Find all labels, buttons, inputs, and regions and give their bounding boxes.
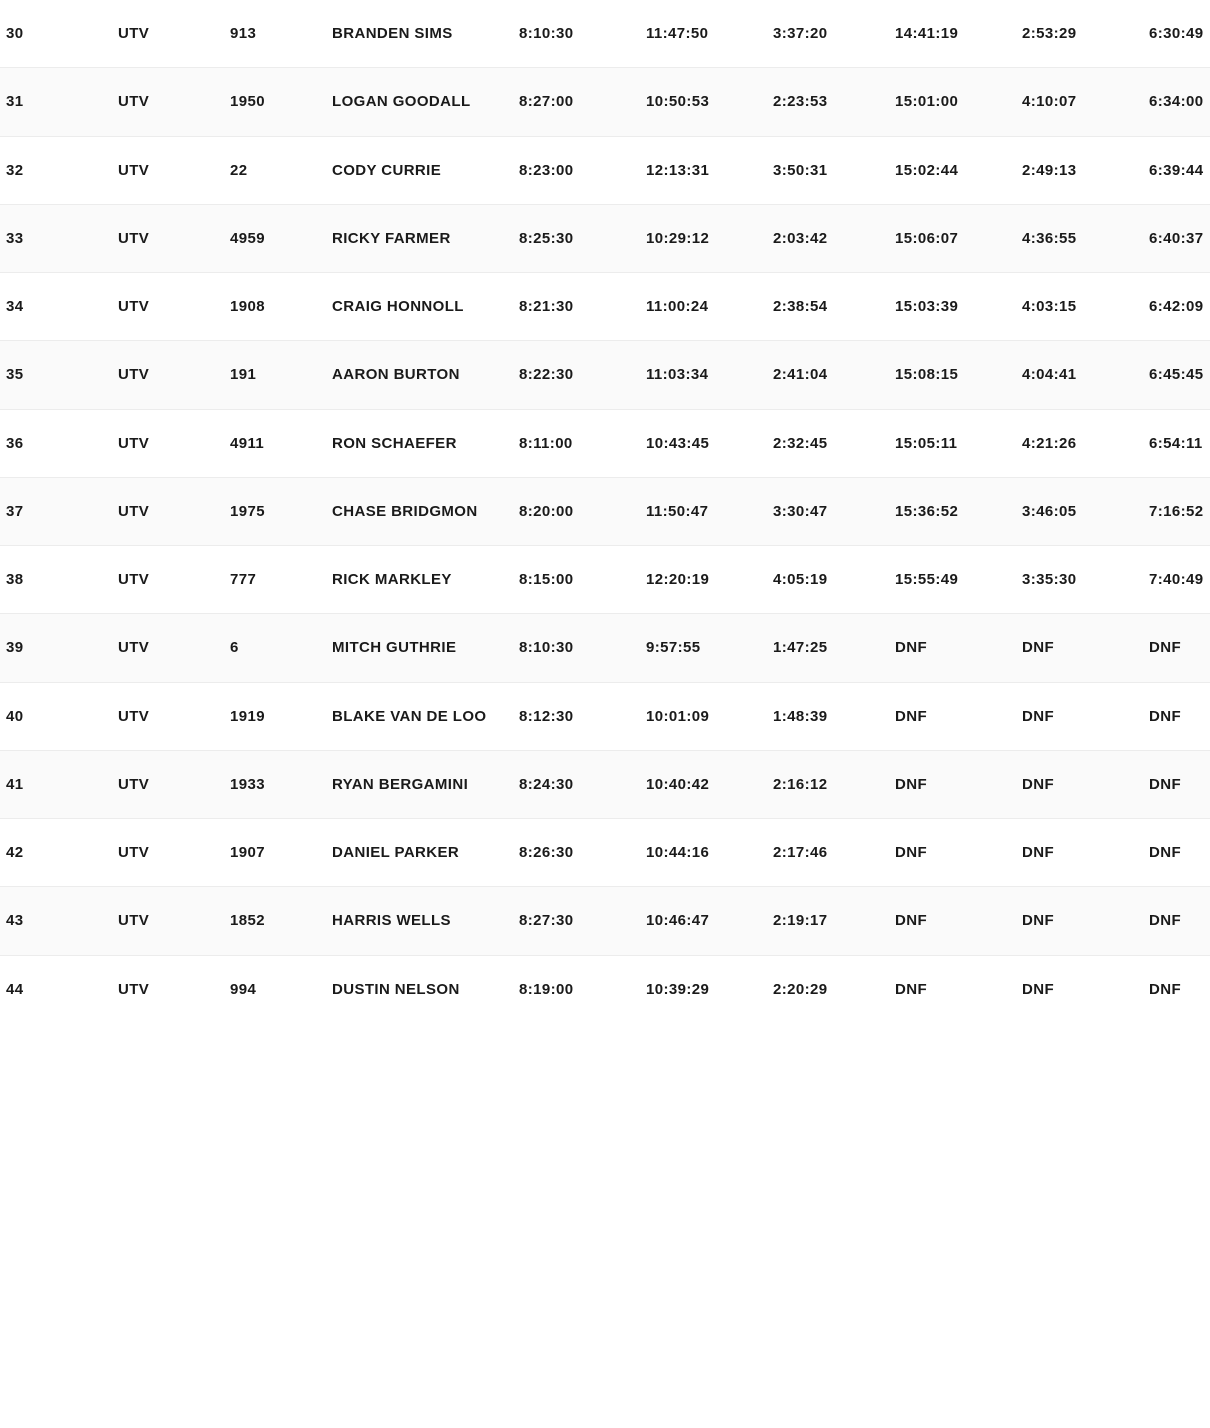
cell-position: 35 xyxy=(6,366,24,384)
cell-number: 6 xyxy=(230,639,239,657)
cell-number: 777 xyxy=(230,571,257,588)
cell-start: 8:10:30 xyxy=(519,25,574,42)
cell-elapsed: 4:05:19 xyxy=(773,571,828,588)
cell-elapsed: 2:32:45 xyxy=(773,434,828,452)
cell-name: DANIEL PARKER xyxy=(332,844,460,861)
cell-delta: 7:40:49 xyxy=(1149,571,1204,588)
cell-total: DNF xyxy=(895,912,928,930)
cell-finish: 10:46:47 xyxy=(646,912,710,930)
cell-number: 4959 xyxy=(230,229,265,247)
table-row[interactable] xyxy=(0,887,1210,955)
cell-total: DNF xyxy=(895,980,928,998)
cell-gap: 4:21:26 xyxy=(1022,434,1077,452)
cell-elapsed: 3:30:47 xyxy=(773,502,828,520)
table-row[interactable] xyxy=(0,0,1210,68)
cell-name: CRAIG HONNOLL xyxy=(332,298,464,315)
cell-number: 1950 xyxy=(230,93,265,111)
cell-gap: 4:36:55 xyxy=(1022,229,1077,247)
cell-number: 22 xyxy=(230,161,248,179)
table-row[interactable] xyxy=(0,819,1210,887)
cell-class: UTV xyxy=(118,980,150,998)
cell-class: UTV xyxy=(118,502,150,520)
cell-name: CHASE BRIDGMON xyxy=(332,502,478,520)
cell-gap: DNF xyxy=(1022,639,1055,657)
cell-gap: DNF xyxy=(1022,775,1055,793)
table-row[interactable] xyxy=(0,955,1210,1023)
cell-position: 41 xyxy=(6,775,24,793)
cell-delta: DNF xyxy=(1149,775,1182,793)
cell-position: 43 xyxy=(6,912,24,930)
cell-start: 8:23:00 xyxy=(519,161,574,179)
table-row[interactable] xyxy=(0,273,1210,341)
table-row[interactable] xyxy=(0,341,1210,409)
cell-name: RYAN BERGAMINI xyxy=(332,775,469,793)
cell-class: UTV xyxy=(118,93,150,111)
cell-total: DNF xyxy=(895,707,928,725)
table-row[interactable] xyxy=(0,204,1210,272)
cell-elapsed: 2:19:17 xyxy=(773,912,828,930)
cell-position: 33 xyxy=(6,229,24,247)
cell-gap: 3:35:30 xyxy=(1022,571,1077,588)
cell-total: 15:05:11 xyxy=(895,434,958,452)
cell-total: 15:08:15 xyxy=(895,366,959,384)
cell-finish: 10:50:53 xyxy=(646,93,710,111)
cell-elapsed: 2:17:46 xyxy=(773,844,828,861)
cell-total: 15:55:49 xyxy=(895,571,959,588)
table-row[interactable] xyxy=(0,750,1210,818)
cell-position: 42 xyxy=(6,844,24,861)
cell-position: 30 xyxy=(6,25,24,42)
table-row[interactable] xyxy=(0,614,1210,682)
cell-start: 8:12:30 xyxy=(519,707,574,725)
cell-elapsed: 2:38:54 xyxy=(773,298,828,315)
cell-finish: 10:44:16 xyxy=(646,844,710,861)
cell-finish: 12:20:19 xyxy=(646,571,710,588)
cell-position: 34 xyxy=(6,298,24,315)
cell-elapsed: 2:03:42 xyxy=(773,229,828,247)
cell-delta: DNF xyxy=(1149,980,1182,998)
cell-name: RICKY FARMER xyxy=(332,229,451,247)
cell-class: UTV xyxy=(118,366,150,384)
cell-class: UTV xyxy=(118,844,150,861)
cell-gap: DNF xyxy=(1022,844,1055,861)
cell-finish: 10:43:45 xyxy=(646,434,710,452)
cell-finish: 11:03:34 xyxy=(646,366,709,384)
cell-total: DNF xyxy=(895,844,928,861)
cell-class: UTV xyxy=(118,229,150,247)
cell-name: LOGAN GOODALL xyxy=(332,93,471,111)
cell-finish: 11:00:24 xyxy=(646,298,709,315)
cell-delta: 6:45:45 xyxy=(1149,366,1204,384)
cell-finish: 10:39:29 xyxy=(646,980,710,998)
cell-finish: 10:40:42 xyxy=(646,775,710,793)
cell-number: 1852 xyxy=(230,912,265,930)
cell-gap: 4:04:41 xyxy=(1022,366,1077,384)
cell-number: 913 xyxy=(230,25,257,42)
cell-position: 40 xyxy=(6,707,24,725)
cell-total: 15:01:00 xyxy=(895,93,959,111)
cell-name: HARRIS WELLS xyxy=(332,912,451,930)
cell-total: 14:41:19 xyxy=(895,25,959,42)
cell-delta: 6:39:44 xyxy=(1149,161,1204,179)
cell-finish: 10:01:09 xyxy=(646,707,710,725)
cell-start: 8:26:30 xyxy=(519,844,574,861)
cell-delta: DNF xyxy=(1149,639,1182,657)
cell-position: 37 xyxy=(6,502,24,520)
cell-gap: 4:03:15 xyxy=(1022,298,1077,315)
cell-number: 1933 xyxy=(230,775,265,793)
cell-delta: 6:34:00 xyxy=(1149,93,1204,111)
cell-finish: 11:50:47 xyxy=(646,502,709,520)
cell-class: UTV xyxy=(118,571,150,588)
cell-name: MITCH GUTHRIE xyxy=(332,639,457,657)
cell-start: 8:11:00 xyxy=(519,434,573,452)
cell-total: DNF xyxy=(895,775,928,793)
cell-number: 1908 xyxy=(230,298,265,315)
cell-class: UTV xyxy=(118,161,150,179)
cell-start: 8:19:00 xyxy=(519,980,574,998)
cell-class: UTV xyxy=(118,775,150,793)
cell-delta: 7:16:52 xyxy=(1149,502,1204,520)
cell-finish: 9:57:55 xyxy=(646,639,701,657)
cell-number: 1975 xyxy=(230,502,265,520)
cell-number: 994 xyxy=(230,980,257,998)
cell-gap: DNF xyxy=(1022,980,1055,998)
cell-total: DNF xyxy=(895,639,928,657)
cell-delta: DNF xyxy=(1149,912,1182,930)
cell-delta: 6:30:49 xyxy=(1149,25,1204,42)
cell-elapsed: 3:37:20 xyxy=(773,25,828,42)
cell-gap: DNF xyxy=(1022,912,1055,930)
cell-start: 8:21:30 xyxy=(519,298,574,315)
table-row[interactable] xyxy=(0,68,1210,136)
cell-elapsed: 2:23:53 xyxy=(773,93,828,111)
table-row[interactable] xyxy=(0,682,1210,750)
cell-total: 15:02:44 xyxy=(895,161,959,179)
cell-name: BRANDEN SIMS xyxy=(332,25,453,42)
cell-finish: 11:47:50 xyxy=(646,25,709,42)
cell-elapsed: 2:16:12 xyxy=(773,775,828,793)
cell-class: UTV xyxy=(118,639,150,657)
cell-position: 38 xyxy=(6,571,24,588)
cell-start: 8:27:00 xyxy=(519,93,574,111)
cell-gap: DNF xyxy=(1022,707,1055,725)
table-row[interactable] xyxy=(0,546,1210,614)
cell-gap: 2:49:13 xyxy=(1022,161,1077,179)
cell-elapsed: 2:41:04 xyxy=(773,366,828,384)
cell-name: DUSTIN NELSON xyxy=(332,980,460,998)
cell-finish: 10:29:12 xyxy=(646,229,710,247)
cell-class: UTV xyxy=(118,434,150,452)
cell-position: 36 xyxy=(6,434,24,452)
table-row[interactable] xyxy=(0,136,1210,204)
cell-elapsed: 1:47:25 xyxy=(773,639,828,657)
cell-start: 8:27:30 xyxy=(519,912,574,930)
cell-gap: 4:10:07 xyxy=(1022,93,1077,111)
cell-finish: 12:13:31 xyxy=(646,161,710,179)
cell-class: UTV xyxy=(118,25,150,42)
cell-number: 1907 xyxy=(230,844,265,861)
cell-name: RICK MARKLEY xyxy=(332,571,452,588)
cell-elapsed: 1:48:39 xyxy=(773,707,828,725)
cell-class: UTV xyxy=(118,707,150,725)
cell-number: 191 xyxy=(230,366,257,384)
cell-name: CODY CURRIE xyxy=(332,161,442,179)
table-row[interactable] xyxy=(0,477,1210,545)
cell-name: BLAKE VAN DE LOO xyxy=(332,707,487,725)
cell-start: 8:20:00 xyxy=(519,502,574,520)
cell-start: 8:24:30 xyxy=(519,775,574,793)
cell-delta: 6:40:37 xyxy=(1149,229,1204,247)
cell-gap: 2:53:29 xyxy=(1022,25,1077,42)
cell-total: 15:03:39 xyxy=(895,298,959,315)
cell-position: 32 xyxy=(6,161,24,179)
cell-gap: 3:46:05 xyxy=(1022,502,1077,520)
cell-start: 8:10:30 xyxy=(519,639,574,657)
cell-class: UTV xyxy=(118,912,150,930)
cell-delta: 6:42:09 xyxy=(1149,298,1204,315)
cell-start: 8:15:00 xyxy=(519,571,574,588)
cell-position: 31 xyxy=(6,93,24,111)
cell-number: 4911 xyxy=(230,434,265,452)
cell-delta: DNF xyxy=(1149,707,1182,725)
cell-start: 8:25:30 xyxy=(519,229,574,247)
cell-delta: 6:54:11 xyxy=(1149,434,1203,452)
cell-position: 44 xyxy=(6,980,24,998)
cell-class: UTV xyxy=(118,298,150,315)
cell-elapsed: 2:20:29 xyxy=(773,980,828,998)
cell-number: 1919 xyxy=(230,707,265,725)
cell-start: 8:22:30 xyxy=(519,366,574,384)
cell-delta: DNF xyxy=(1149,844,1182,861)
cell-name: AARON BURTON xyxy=(332,366,460,384)
table-row[interactable] xyxy=(0,409,1210,477)
cell-total: 15:36:52 xyxy=(895,502,959,520)
cell-position: 39 xyxy=(6,639,24,657)
cell-elapsed: 3:50:31 xyxy=(773,161,828,179)
cell-total: 15:06:07 xyxy=(895,229,959,247)
cell-name: RON SCHAEFER xyxy=(332,434,457,452)
